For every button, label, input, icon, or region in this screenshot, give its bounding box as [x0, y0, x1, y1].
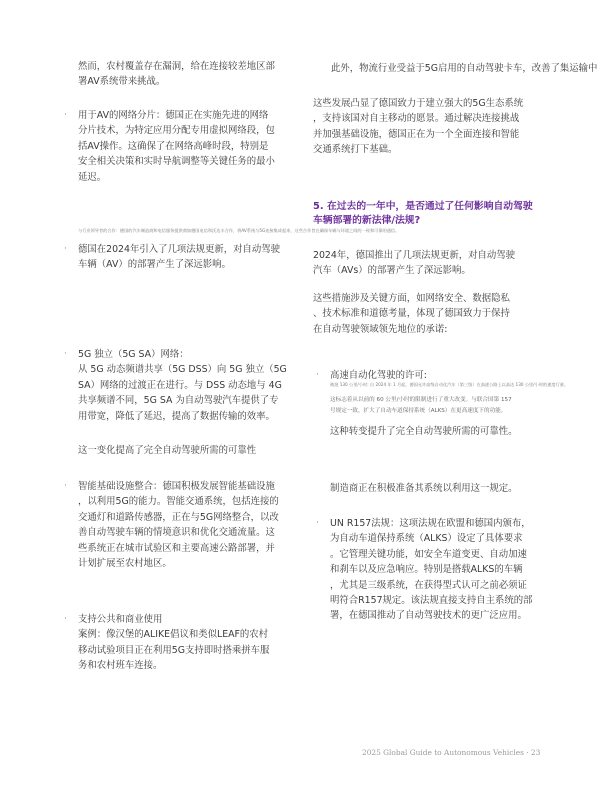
- bullet-marker: ·: [64, 110, 67, 120]
- page-footer: 2025 Global Guide to Autonomous Vehicles · 23: [362, 748, 541, 757]
- reliability-paragraph: 这一变化提高了完全自动驾驶所需的可靠性: [78, 445, 257, 456]
- un-r157-paragraph: UN R157法规：这项法规在欧盟和德国内颁布， 为自动车道保持系统（ALKS）设定了具体要求 。它管理关键功能，如安全车道变更、自动加速 和刹车以及应急响应。特别是搭载ALKS的车辆 ，尤其是三级系统，在获得型式认可之前必须证 明符合R157规定。该法规直接支持自主系统的部 署，在德国推动了自动驾驶技术的更广泛应用。: [330, 518, 533, 622]
- high-speed-permit-detail: 这标志着从以前的 60 公里/小时的限制进行了重大改变。与联合国第 157 号规定一致，扩大了自动车道保持系统（ALKS）在更高速度下的功能。: [330, 397, 512, 414]
- ecosystem-paragraph: 这些发展凸显了德国致力于建立强大的5G生态系统 ，支持该国对自主移动的愿景。通过解决连接挑战 并加强基础设施，德国正在为一个全面连接和智能 交通系统打下基础。: [313, 98, 524, 156]
- question-5-heading: 5. 在过去的一年中，是否通过了任何影响自动驾驶 车辆部署的新法律/法规?: [313, 201, 533, 226]
- trucking-paragraph: 此外，物流行业受益于5G启用的自动驾驶卡车，改善了集运输中: [331, 63, 598, 74]
- collaboration-footnote: 与行业领导者的合作：德国的汽车制造商和电信服务提供商如德国电信和沃达丰合作，将AV系统与5G连接集成起来，这些合作旨在确保车辆与环境之间的一致和可靠的通信。: [78, 228, 400, 233]
- reliability-shift-paragraph: 这种转变提升了完全自动驾驶所需的可靠性。: [330, 426, 518, 437]
- 5g-sa-paragraph: 5G 独立（5G SA）网络： 从 5G 动态频谱共享（5G DSS）向 5G 独立（5G SA）网络的过渡正在进行。与 DSS 动态地与 4G 共享频谱不同，5G SA 为自动驾驶汽车提供了专 用带宽，降低了延迟，提高了数据传输的效率。: [78, 349, 287, 422]
- high-speed-permit-note: 被批 130 公里/小时: 自 2024 年 1 月起，德国允许高级自动化汽车（第三级）在高速公路上以高达 130 公里/小时的速度行驶。: [330, 382, 569, 387]
- bullet-marker: ·: [64, 481, 67, 491]
- measures-paragraph: 这些措施涉及关键方面，如网络安全、数据隐私 、技术标准和道德考量，体现了德国致力于保持 在自动驾驶领域领先地位的承诺:: [313, 293, 510, 335]
- high-speed-permit-title: 高速自动化驾驶的许可:: [330, 370, 427, 381]
- bullet-marker: ·: [316, 518, 319, 528]
- left-intro-paragraph: 然而，农村覆盖存在漏洞，给在连接较差地区部 署AV系统带来挑战。: [78, 61, 275, 88]
- bullet-marker: ·: [64, 244, 67, 254]
- right-regulation-update-paragraph: 2024年，德国推出了几项法规更新，对自动驾驶 汽车（AVs）的部署产生了深远影响。: [313, 250, 515, 277]
- smart-infrastructure-paragraph: 智能基础设施整合：德国积极发展智能基础设施 ，以利用5G的能力。智能交通系统，包括连接的 交通灯和道路传感器，正在与5G网络整合，以改 善自动驾驶车辆的情境意识和优化交通流量。这 些系统正在城市试验区和主要高速公路部署，并 计划扩展至农村地区。: [78, 481, 279, 570]
- bullet-marker: ·: [316, 370, 319, 380]
- bullet-marker: ·: [64, 349, 67, 359]
- left-regulation-update-paragraph: 德国在2024年引入了几项法规更新，对自动驾驶 车辆（AV）的部署产生了深远影响。: [78, 244, 280, 271]
- bullet-marker: ·: [64, 614, 67, 624]
- public-commercial-use-paragraph: 支持公共和商业使用 案例：像汉堡的ALIKE倡议和类似LEAF的农村 移动试验项目正在利用5G支持即时搭乘拼车服 务和农村班车连接。: [78, 614, 270, 672]
- manufacturers-paragraph: 制造商正在积极准备其系统以利用这一规定。: [330, 483, 518, 494]
- network-slicing-paragraph: 用于AV的网络分片：德国正在实施先进的网络 分片技术，为特定应用分配专用虚拟网络段，包 括AV操作。这确保了在网络高峰时段，特别是 安全相关决策和实时导航调整等关键任务的最小 延迟。: [78, 110, 275, 183]
